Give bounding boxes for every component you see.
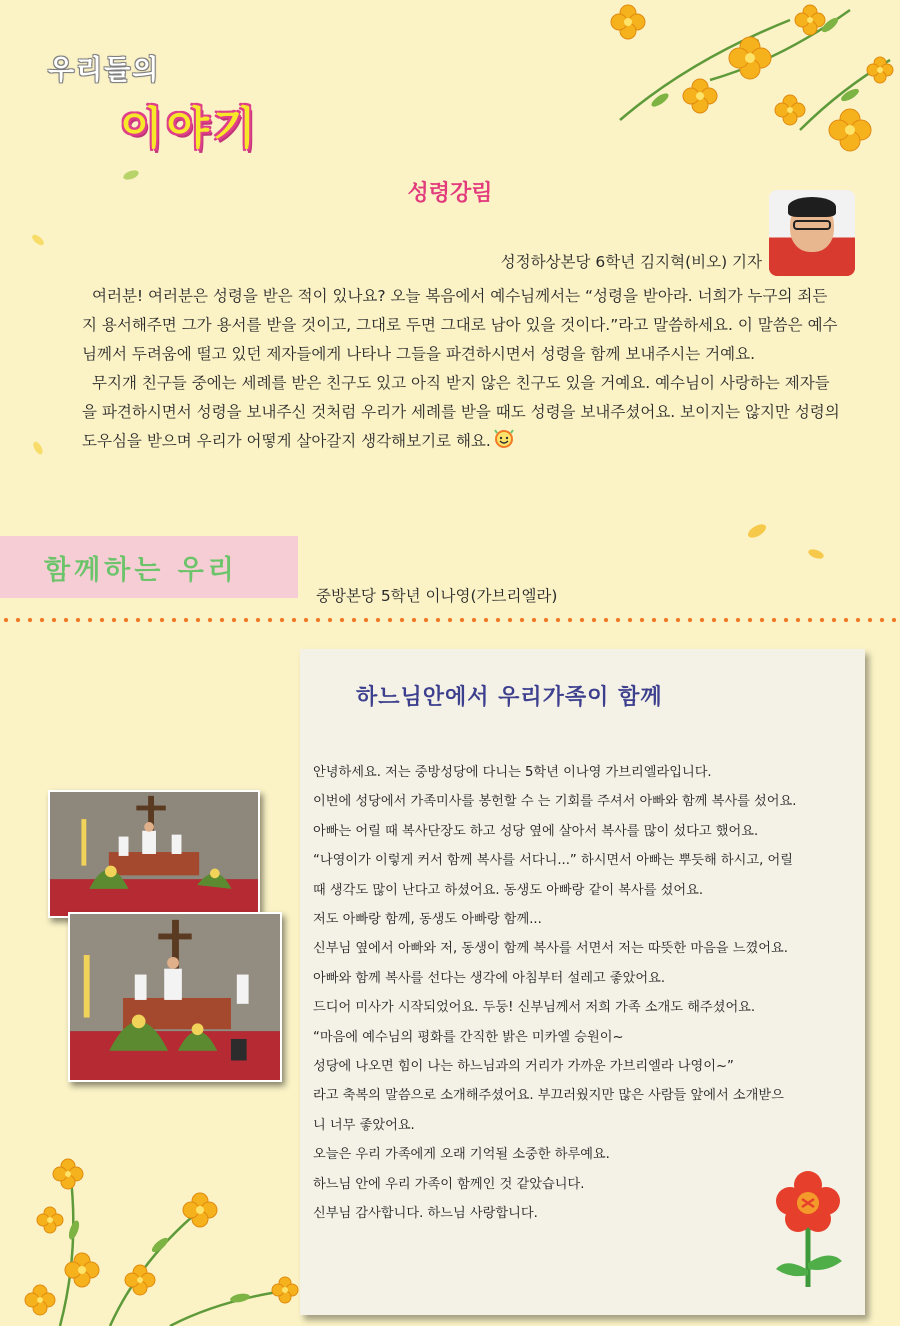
leaf-icon xyxy=(30,440,46,456)
letter-line: 성당에 나오면 힘이 나는 하느님과의 거리가 가까운 가브리엘라 나영이~” xyxy=(313,1059,734,1075)
reporter-photo xyxy=(769,190,855,276)
letter-line: 오늘은 우리 가족에게 오래 기억될 소중한 하루예요. xyxy=(313,1147,610,1163)
letter-line: 라고 축복의 말씀으로 소개해주셨어요. 부끄러웠지만 많은 사람들 앞에서 소개받으 xyxy=(313,1088,784,1104)
letter-body xyxy=(313,758,853,1229)
dotted-divider xyxy=(0,617,900,623)
smile-icon xyxy=(493,429,515,449)
leaf-icon xyxy=(806,546,826,562)
letter-line: 안녕하세요. 저는 중방성당에 다니는 5학년 이나영 가브리엘라입니다. xyxy=(313,765,712,780)
header-title-big: 이야기 xyxy=(120,103,260,154)
letter-line: 아빠와 함께 복사를 선다는 생각에 아침부터 설레고 좋았어요. xyxy=(313,970,666,986)
letter-line: 니 너무 좋았어요. xyxy=(313,1117,415,1133)
article-body xyxy=(82,282,842,456)
leaf-icon xyxy=(745,522,769,540)
author-byline: 중방본당 5학년 이나영(가브리엘라) xyxy=(316,587,558,605)
leaf-icon xyxy=(30,232,46,248)
reporter-byline: 성정하상본당 6학년 김지혁(비오) 기자 xyxy=(500,253,762,271)
letter-line: 아빠는 어릴 때 복사단장도 하고 성당 옆에 살아서 복사를 많이 섰다고 했어요. xyxy=(313,823,759,839)
letter-line: 신부님 옆에서 아빠와 저, 동생이 함께 복사를 서면서 저는 따뜻한 마음을 느꼈어요. xyxy=(313,941,788,957)
letter-line: 하느님 안에 우리 가족이 함께인 것 같았습니다. xyxy=(313,1176,585,1192)
letter-line: 이번에 성당에서 가족미사를 봉헌할 수 는 기회를 주셔서 아빠와 함께 복사를 섰어요. xyxy=(313,794,797,810)
red-flower-icon xyxy=(768,1165,848,1290)
article-title: 성령강림 xyxy=(407,181,493,206)
letter-line: “마음에 예수님의 평화를 간직한 밝은 미카엘 승원이~ xyxy=(313,1029,624,1045)
letter-line: 신부님 감사합니다. 하느님 사랑합니다. xyxy=(313,1206,538,1222)
flower-cluster-icon xyxy=(600,0,900,170)
letter-line: 드디어 미사가 시작되었어요. 두둥! 신부님께서 저희 가족 소개도 해주셨어요. xyxy=(313,1000,756,1016)
mass-photo-2 xyxy=(68,912,282,1082)
letter-title: 하느님안에서 우리가족이 함께 xyxy=(356,685,663,710)
article-paragraph: 여러분! 여러분은 성령을 받은 적이 있나요? 오늘 복음에서 예수님께서는 “성령을 받아라. 너희가 누구의 죄든지 용서해주면 그가 용서를 받을 것이고, 그대로 두면 그대로 남아 있을 것이다.”라고 말씀하세요. 이 말씀은 예수님께서 두려움에 떨고 있던 제자들에게 나타나 그들을 파견하시면서 성령을 함께 보내주시는 거예요. xyxy=(82,287,838,363)
letter-line: 저도 아빠랑 함께, 동생도 아빠랑 함께... xyxy=(313,912,542,928)
letter-line: 때 생각도 많이 난다고 하셨어요. 동생도 아빠랑 같이 복사를 섰어요. xyxy=(313,882,704,898)
letter-line: “나영이가 이렇게 커서 함께 복사를 서다니...” 하시면서 아빠는 뿌듯해 하시고, 어릴 xyxy=(313,853,794,869)
article-paragraph: 무지개 친구들 중에는 세례를 받은 친구도 있고 아직 받지 않은 친구도 있을 거예요. 예수님이 사랑하는 제자들을 파견하시면서 성령을 보내주신 것처럼 우리가 세례를 받을 때도 성령을 보내주셨어요. 보이지는 않지만 성령의 도우심을 받으며 우리가 어떻게 살아갈지 생각해보기로 해요. xyxy=(82,374,840,450)
header-title-small: 우리들의 xyxy=(48,55,161,86)
section-title: 함께하는 우리 xyxy=(44,555,238,586)
flower-cluster-icon xyxy=(20,1150,310,1326)
mass-photo-1 xyxy=(48,790,260,918)
